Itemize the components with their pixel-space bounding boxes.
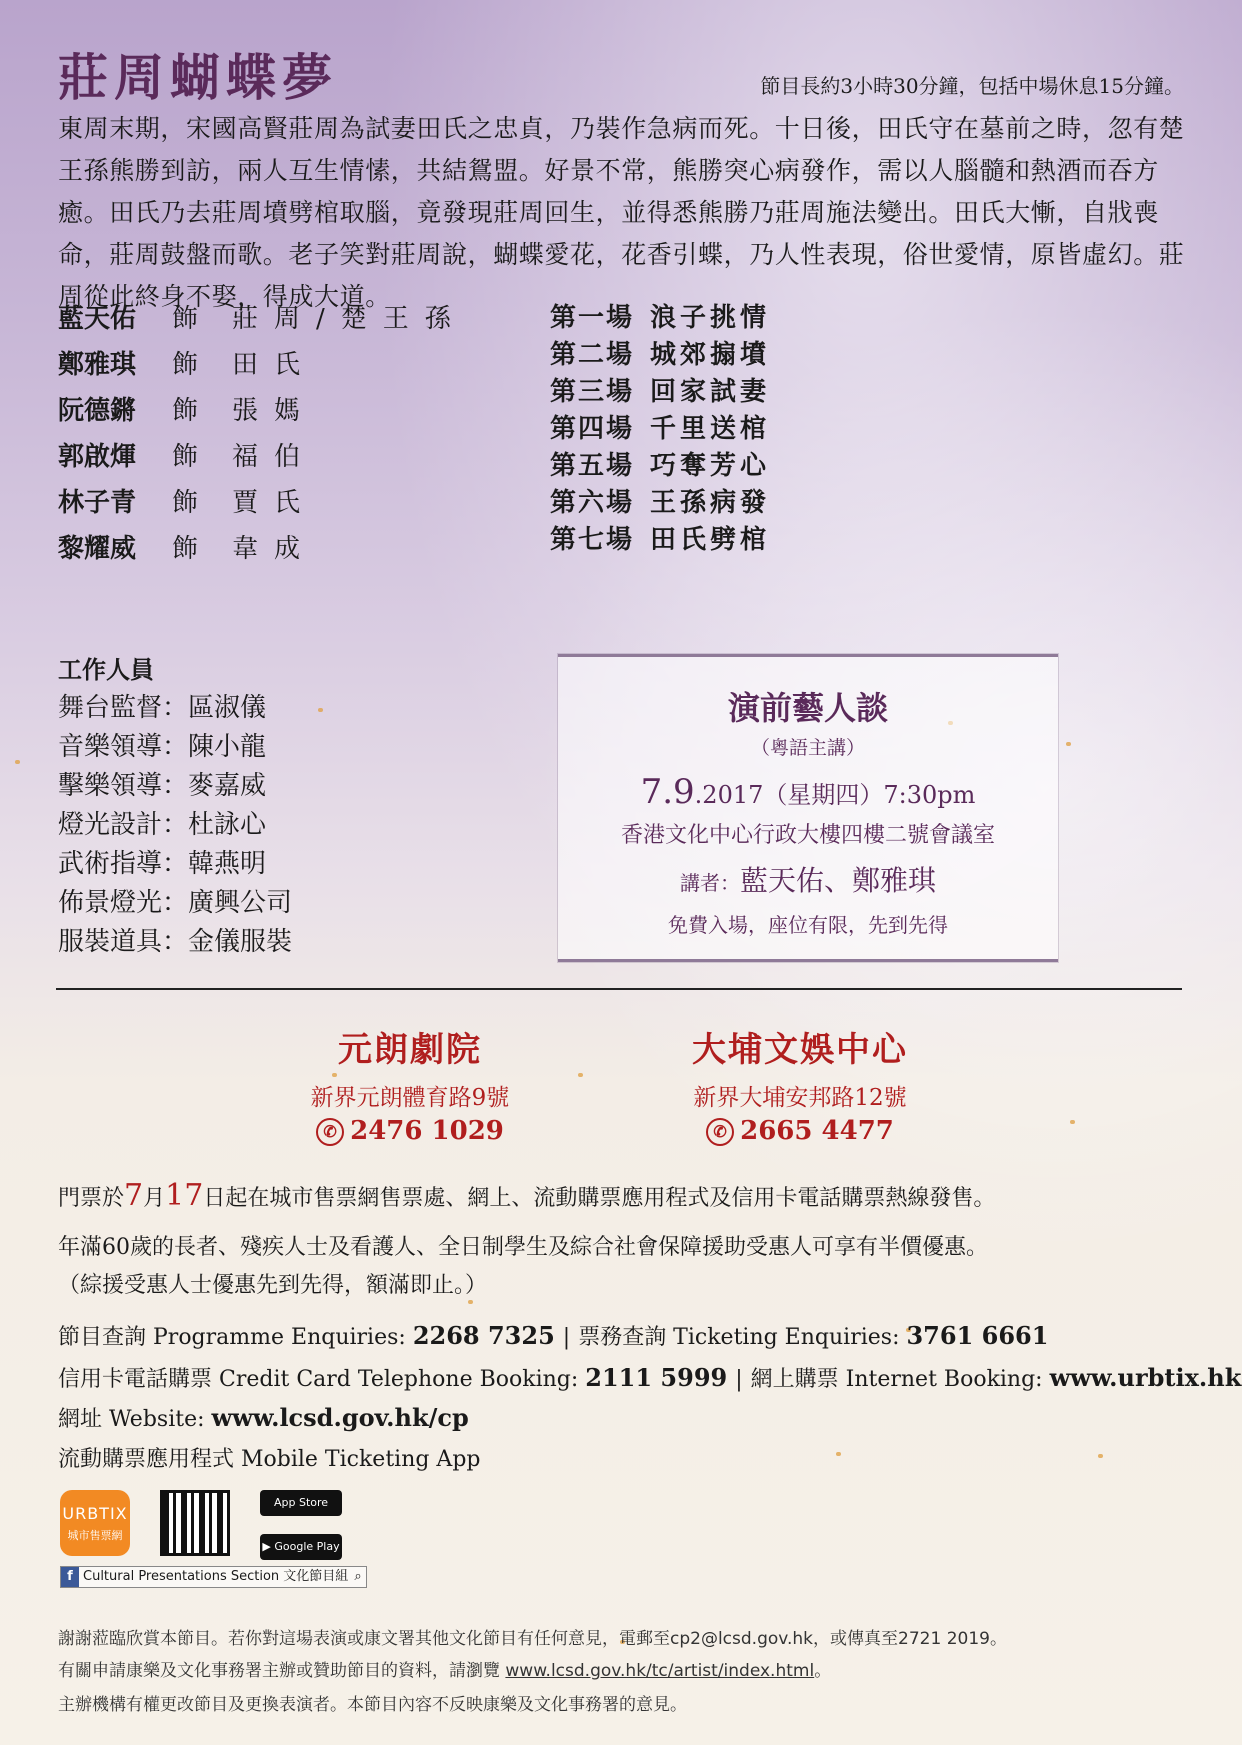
venue-phone-number: 2476 1029 — [350, 1116, 504, 1146]
cast-row — [58, 342, 467, 388]
scene-name: 田氏劈棺 — [650, 525, 771, 555]
scene-row — [550, 300, 770, 337]
urbtix-logo-text: URBTIX — [62, 1504, 128, 1523]
qr-code — [160, 1490, 230, 1556]
scene-name: 回家試妻 — [650, 377, 771, 407]
as-label: 飾 — [172, 442, 199, 472]
website-link[interactable]: www.lcsd.gov.hk/cp — [211, 1403, 469, 1432]
footer-artist-pre: 有關申請康樂及文化事務署主辦或贊助節目的資料，請瀏覽 — [58, 1661, 500, 1681]
staff-row: 舞台監督：區淑儀 — [58, 693, 267, 723]
scene-name: 浪子挑情 — [650, 303, 771, 333]
pre-show-talk-box — [558, 654, 1058, 962]
as-label: 飾 — [172, 350, 199, 380]
tickets-post: 日起在城市售票網售票處、網上、流動購票應用程式及信用卡電話購票熱線發售。 — [203, 1186, 996, 1211]
venue-address: 新界元朗體育路9號 — [310, 1085, 510, 1111]
role-name: 田氏 — [232, 350, 317, 380]
cast-row — [58, 434, 467, 480]
actor-name: 黎耀威 — [58, 534, 137, 564]
artist-info-link[interactable]: www.lcsd.gov.hk/tc/artist/index.html — [505, 1661, 815, 1681]
credit-label: 信用卡電話購票 Credit Card Telephone Booking: — [58, 1367, 579, 1392]
actor-name: 郭啟煇 — [58, 442, 137, 472]
scene-name: 巧奪芳心 — [650, 451, 771, 481]
credit-phone[interactable]: 2111 5999 — [585, 1363, 728, 1392]
scene-name: 王孫病發 — [650, 488, 771, 518]
actor-name: 阮德鏘 — [58, 396, 137, 426]
tickets-pre: 門票於 — [58, 1186, 125, 1211]
phone-icon: ✆ — [316, 1118, 344, 1146]
page-title: 莊周蝴蝶夢 — [58, 48, 338, 107]
google-play-button[interactable] — [260, 1534, 342, 1560]
venue-phone-number: 2665 4477 — [740, 1116, 894, 1146]
cast-row — [58, 526, 467, 572]
facebook-icon: f — [61, 1567, 79, 1587]
scene-row — [550, 411, 770, 448]
cast-row — [58, 388, 467, 434]
cast-row — [58, 480, 467, 526]
separator: | — [735, 1367, 743, 1392]
scene-number: 第二場 — [550, 340, 635, 370]
actor-name: 藍天佑 — [58, 304, 137, 334]
scene-row — [550, 485, 770, 522]
scene-name: 千里送棺 — [650, 414, 771, 444]
talk-title: 演前藝人談 — [727, 689, 888, 727]
as-label: 飾 — [172, 304, 199, 334]
scene-name: 城郊搧墳 — [650, 340, 771, 370]
search-icon[interactable]: ⌕ — [354, 1569, 362, 1584]
talk-note: 免費入場，座位有限，先到先得 — [668, 913, 948, 937]
internet-booking-link[interactable]: www.urbtix.hk — [1049, 1363, 1242, 1392]
tickets-day: 17 — [165, 1178, 204, 1213]
scene-number: 第七場 — [550, 525, 635, 555]
venue-name: 大埔文娛中心 — [692, 1030, 908, 1070]
staff-row: 音樂領導：陳小龍 — [58, 732, 267, 762]
staff-row: 服裝道具：金儀服裝 — [58, 927, 293, 957]
as-label: 飾 — [172, 488, 199, 518]
duration-note: 節目長約3小時30分鐘，包括中場休息15分鐘。 — [760, 74, 1184, 98]
venue-name: 元朗劇院 — [338, 1030, 482, 1070]
venue-tai-po — [590, 1022, 1010, 1146]
scene-list — [550, 300, 770, 559]
ticketing-phone[interactable]: 3761 6661 — [906, 1321, 1049, 1350]
enquiries-line — [58, 1320, 1048, 1351]
talk-speakers — [558, 859, 1058, 899]
talk-venue: 香港文化中心行政大樓四樓二號會議室 — [620, 823, 995, 848]
footer-artist-info — [58, 1656, 831, 1681]
talk-date-rest: .2017（星期四）7:30pm — [694, 781, 976, 809]
section-divider — [56, 988, 1182, 990]
play-icon: ▶ — [262, 1540, 275, 1553]
internet-label: 網上購票 Internet Booking: — [750, 1367, 1043, 1392]
as-label: 飾 — [172, 534, 199, 564]
scene-number: 第六場 — [550, 488, 635, 518]
scene-row — [550, 522, 770, 559]
speakers-names: 藍天佑、鄭雅琪 — [739, 864, 936, 897]
talk-language: （粵語主講） — [750, 737, 865, 759]
scene-number: 第三場 — [550, 377, 635, 407]
facebook-page-name: Cultural Presentations Section 文化節目組 — [83, 1569, 349, 1584]
venue-address: 新界大埔安邦路12號 — [693, 1085, 907, 1111]
scene-row — [550, 374, 770, 411]
staff-list — [58, 650, 292, 962]
speakers-label: 講者： — [679, 871, 740, 895]
phone-icon: ✆ — [706, 1118, 734, 1146]
talk-date-day: 7.9 — [640, 772, 695, 812]
role-name: 韋成 — [232, 534, 317, 564]
ticket-sale-info — [58, 1178, 995, 1213]
urbtix-logo-sub: 城市售票網 — [67, 1529, 123, 1542]
mobile-app-label: 流動購票應用程式 Mobile Ticketing App — [58, 1447, 481, 1472]
scene-number: 第一場 — [550, 303, 635, 333]
tickets-month-unit: 月 — [143, 1186, 166, 1211]
staff-row: 擊樂領導：麥嘉威 — [58, 771, 267, 801]
tickets-month: 7 — [124, 1178, 144, 1213]
footer-artist-post: 。 — [814, 1661, 832, 1681]
role-name: 賈氏 — [232, 488, 317, 518]
app-store-label: App Store — [273, 1496, 329, 1509]
role-name: 張媽 — [232, 396, 317, 426]
cast-row — [58, 296, 467, 342]
website-label: 網址 Website: — [58, 1407, 205, 1432]
as-label: 飾 — [172, 396, 199, 426]
venue-phone — [590, 1116, 1010, 1146]
programme-label: 節目查詢 Programme Enquiries: — [58, 1325, 406, 1350]
footer-disclaimer: 主辦機構有權更改節目及更換表演者。本節目內容不反映康樂及文化事務署的意見。 — [58, 1695, 687, 1715]
discount-note: （綜援受惠人士優惠先到先得，額滿即止。） — [58, 1273, 488, 1298]
programme-phone[interactable]: 2268 7325 — [412, 1321, 555, 1350]
scene-number: 第五場 — [550, 451, 635, 481]
website-line — [58, 1402, 469, 1433]
separator: | — [562, 1325, 571, 1350]
venue-yuen-long — [200, 1022, 620, 1146]
synopsis: 東周末期，宋國高賢莊周為試妻田氏之忠貞，乃裝作急病而死。十日後，田氏守在墓前之時，忽有楚王孫熊勝到訪，兩人互生情愫，共結鴛盟。好景不常，熊勝突心病發作，需以人腦髓和熱酒而吞方癒。田氏乃去莊周墳劈棺取腦，竟發現莊周回生，並得悉熊勝乃莊周施法變出。田氏大慚，自戕喪命，莊周鼓盤而歌。老子笑對莊周說，蝴蝶愛花，花香引蝶，乃人性表現，俗世愛情，原皆虛幻。莊周從此終身不娶，得成大道。 — [58, 114, 1185, 311]
staff-row: 燈光設計：杜詠心 — [58, 810, 267, 840]
booking-line — [58, 1362, 1241, 1393]
role-name: 莊周/楚王孫 — [232, 304, 467, 334]
facebook-search-bar[interactable] — [60, 1566, 367, 1588]
app-store-button[interactable] — [260, 1490, 342, 1516]
venue-phone — [200, 1116, 620, 1146]
scene-number: 第四場 — [550, 414, 635, 444]
scene-row — [550, 337, 770, 374]
talk-date — [558, 772, 1058, 812]
ticketing-label: 票務查詢 Ticketing Enquiries: — [578, 1325, 900, 1350]
footer-feedback: 謝謝蒞臨欣賞本節目。若你對這場表演或康文署其他文化節目有任何意見，電郵至cp2@lcsd.gov.hk，或傳真至2721 2019。 — [58, 1629, 1007, 1649]
staff-heading: 工作人員 — [58, 655, 154, 684]
staff-row: 武術指導：韓燕明 — [58, 849, 267, 879]
google-play-label: Google Play — [274, 1540, 340, 1553]
role-name: 福伯 — [232, 442, 317, 472]
discount-info: 年滿60歲的長者、殘疾人士及看護人、全日制學生及綜合社會保障援助受惠人可享有半價優惠。 — [58, 1235, 988, 1260]
scene-row — [550, 448, 770, 485]
actor-name: 鄭雅琪 — [58, 350, 137, 380]
staff-row: 佈景燈光：廣興公司 — [58, 888, 293, 918]
cast-list — [58, 296, 467, 572]
actor-name: 林子青 — [58, 488, 137, 518]
urbtix-logo[interactable] — [60, 1490, 130, 1556]
